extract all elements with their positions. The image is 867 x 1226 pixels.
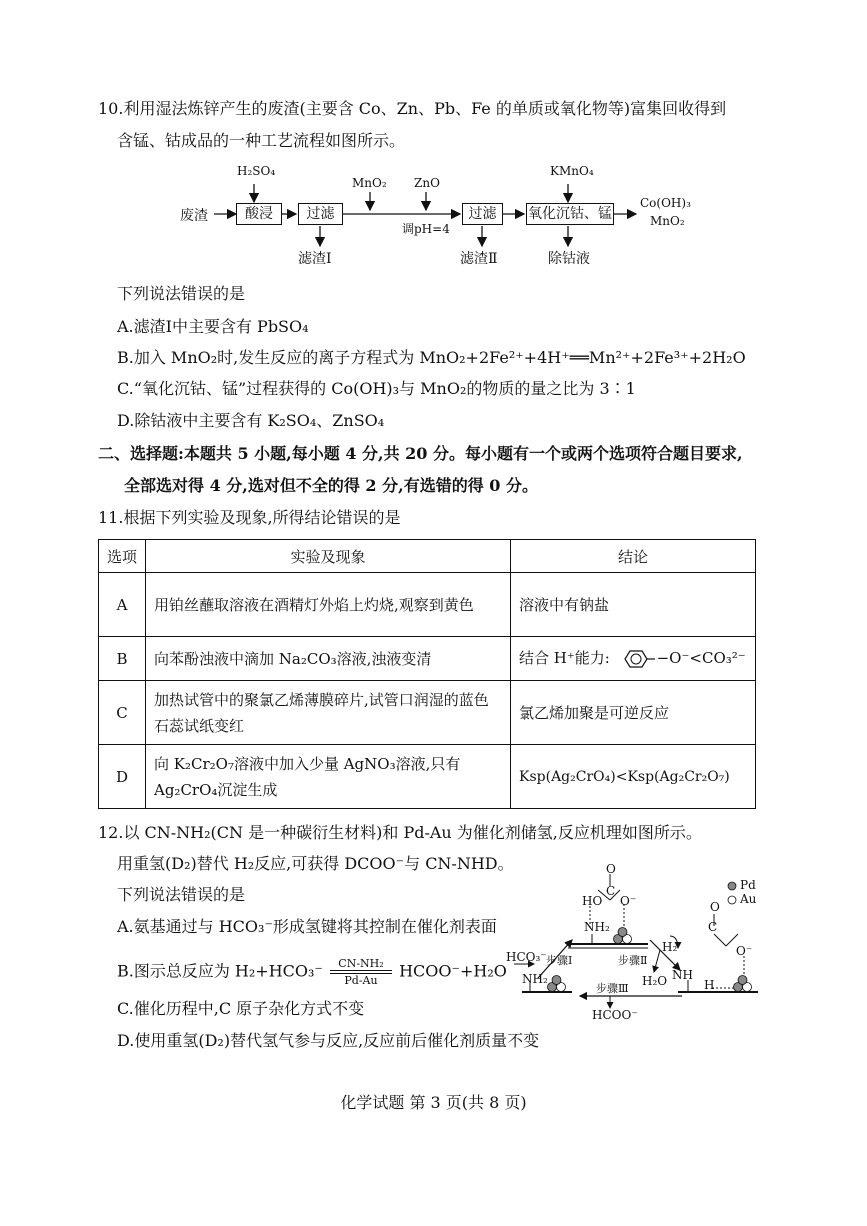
condition-bottom: Pd-Au — [344, 974, 378, 987]
pd-au-cluster-left — [548, 976, 566, 992]
row-conclusion-b — [511, 637, 756, 681]
row-experiment: 用铂丝蘸取溶液在酒精灯外焰上灼烧,观察到黄色 — [146, 573, 511, 637]
top-ho: HO — [582, 894, 603, 908]
flow-step-filter2: 过滤 — [462, 203, 503, 225]
row-conclusion: 氯乙烯加聚是可逆反应 — [511, 681, 756, 745]
flow-reagent-h2so4: H₂SO₄ — [237, 164, 276, 178]
q12-stem-line2: 用重氢(D₂)替代 H₂反应,可获得 DCOO⁻与 CN-NHD。 — [117, 854, 514, 873]
q10-option-d: D.除钴液中主要含有 K₂SO₄、ZnSO₄ — [117, 411, 385, 430]
q10-option-a: A.滤渣Ⅰ中主要含有 PbSO₄ — [117, 317, 309, 336]
legend-au: Au — [740, 892, 757, 906]
hcoo-label: HCOO⁻ — [592, 1008, 638, 1022]
top-c: C — [606, 884, 616, 898]
row-option: B — [99, 637, 146, 681]
q12-stem-line1: 12.以 CN-NH₂(CN 是一种碳衍生材料)和 Pd-Au 为催化剂储氢,反应机理如图所示。 — [98, 823, 702, 842]
row-experiment: 加热试管中的聚氯乙烯薄膜碎片,试管口润湿的蓝色石蕊试纸变红 — [146, 681, 511, 745]
flow-product-cooh3: Co(OH)₃ — [640, 196, 691, 210]
flow-waste-liquid: 除钴液 — [548, 251, 590, 267]
flow-ph-note: 调pH=4 — [402, 222, 450, 236]
top-o-minus: O⁻ — [620, 894, 637, 908]
legend-pd: Pd — [740, 878, 756, 892]
flow-reagent-zno: ZnO — [414, 176, 440, 190]
row-option: A — [99, 573, 146, 637]
h2-label: H₂ — [662, 940, 678, 954]
flow-step-acid-leach: 酸浸 — [236, 203, 282, 225]
right-o-minus: O⁻ — [736, 944, 753, 958]
q12-option-c: C.催化历程中,C 原子杂化方式不变 — [117, 999, 365, 1018]
table-header-row — [99, 540, 756, 573]
table-row — [99, 745, 756, 809]
q10-option-c: C.“氧化沉钴、锰”过程获得的 Co(OH)₃与 MnO₂的物质的量之比为 3∶1 — [117, 379, 636, 398]
flow-feed: 废渣 — [180, 208, 208, 224]
top-nh2: NH₂ — [584, 920, 610, 934]
left-nh2: NH₂ — [522, 972, 548, 986]
q10-stem-line1: 10.利用湿法炼锌产生的废渣(主要含 Co、Zn、Pb、Fe 的单质或氧化物等)富集回收得到 — [98, 99, 727, 118]
q10-stem-line2: 含锰、钴成品的一种工艺流程如图所示。 — [117, 131, 406, 150]
table-row — [99, 573, 756, 637]
legend-pd-dot — [728, 882, 736, 890]
flow-step-filter1: 过滤 — [298, 203, 343, 225]
option-b-suffix: HCOO⁻+H₂O — [399, 961, 507, 981]
pd-au-cluster-right — [734, 976, 752, 992]
right-o: O — [710, 900, 720, 914]
section2-instruction-line1: 二、选择题:本题共 5 小题,每小题 4 分,共 20 分。每小题有一个或两个选项符合题目要求, — [98, 444, 743, 463]
flow-reagent-kmno4: KMnO₄ — [550, 164, 594, 178]
row-experiment: 向苯酚浊液中滴加 Na₂CO₃溶液,浊液变清 — [146, 637, 511, 681]
legend-au-dot — [728, 896, 736, 904]
right-h: H — [704, 978, 715, 992]
reaction-condition — [330, 957, 392, 987]
header-option: 选项 — [99, 540, 146, 573]
q11-stem: 11.根据下列实验及现象,所得结论错误的是 — [98, 508, 401, 527]
conclusion-b-tail: −O⁻<CO₃²⁻ — [656, 649, 746, 667]
q12-option-b — [117, 957, 507, 987]
step3-label: 步骤Ⅲ — [596, 982, 629, 995]
row-option: D — [99, 745, 146, 809]
q12-mechanism-diagram — [500, 860, 780, 1030]
q12-option-a: A.氨基通过与 HCO₃⁻形成氢键将其控制在催化剂表面 — [117, 917, 497, 936]
q10-question: 下列说法错误的是 — [117, 284, 246, 303]
row-conclusion: 溶液中有钠盐 — [511, 573, 756, 637]
flow-residue1: 滤渣Ⅰ — [298, 251, 332, 267]
page-footer: 化学试题 第 3 页(共 8 页) — [340, 1093, 527, 1112]
flow-step-oxidation: 氧化沉钴、锰 — [526, 203, 614, 225]
q12-option-d: D.使用重氢(D₂)替代氢气参与反应,反应前后催化剂质量不变 — [117, 1031, 540, 1050]
table-row — [99, 637, 756, 681]
step1-label: 步骤Ⅰ — [546, 954, 573, 967]
step2-label: 步骤Ⅱ — [618, 954, 648, 967]
hco3-label: HCO₃⁻ — [506, 950, 547, 964]
section2-instruction-line2: 全部选对得 4 分,选对但不全的得 2 分,有选错的得 0 分。 — [124, 476, 538, 495]
right-c: C — [708, 920, 718, 934]
pd-au-cluster-top — [614, 928, 632, 944]
q12-question: 下列说法错误的是 — [117, 885, 246, 904]
flow-product-mno2: MnO₂ — [650, 214, 685, 228]
row-option: C — [99, 681, 146, 745]
row-conclusion: Ksp(Ag₂CrO₄)<Ksp(Ag₂Cr₂O₇) — [511, 745, 756, 809]
top-o: O — [606, 862, 616, 876]
nh-label: NH — [672, 968, 693, 982]
q11-table — [98, 539, 756, 809]
condition-top: CN-NH₂ — [338, 957, 384, 970]
option-b-prefix: B.图示总反应为 H₂+HCO₃⁻ — [117, 961, 323, 981]
flow-residue2: 滤渣Ⅱ — [460, 251, 498, 267]
row-experiment: 向 K₂Cr₂O₇溶液中加入少量 AgNO₃溶液,只有 Ag₂CrO₄沉淀生成 — [146, 745, 511, 809]
table-row — [99, 681, 756, 745]
header-conclusion: 结论 — [511, 540, 756, 573]
flow-reagent-mno2: MnO₂ — [352, 176, 387, 190]
header-experiment: 实验及现象 — [146, 540, 511, 573]
h2o-label: H₂O — [642, 974, 668, 988]
q10-option-b: B.加入 MnO₂时,发生反应的离子方程式为 MnO₂+2Fe²⁺+4H⁺══Mn²⁺+2Fe³⁺+2H₂O — [117, 348, 746, 367]
q10-process-flowchart — [180, 162, 740, 272]
conclusion-b-text: 结合 H⁺能力: — [519, 649, 610, 667]
benzene-ring-icon — [615, 648, 657, 670]
